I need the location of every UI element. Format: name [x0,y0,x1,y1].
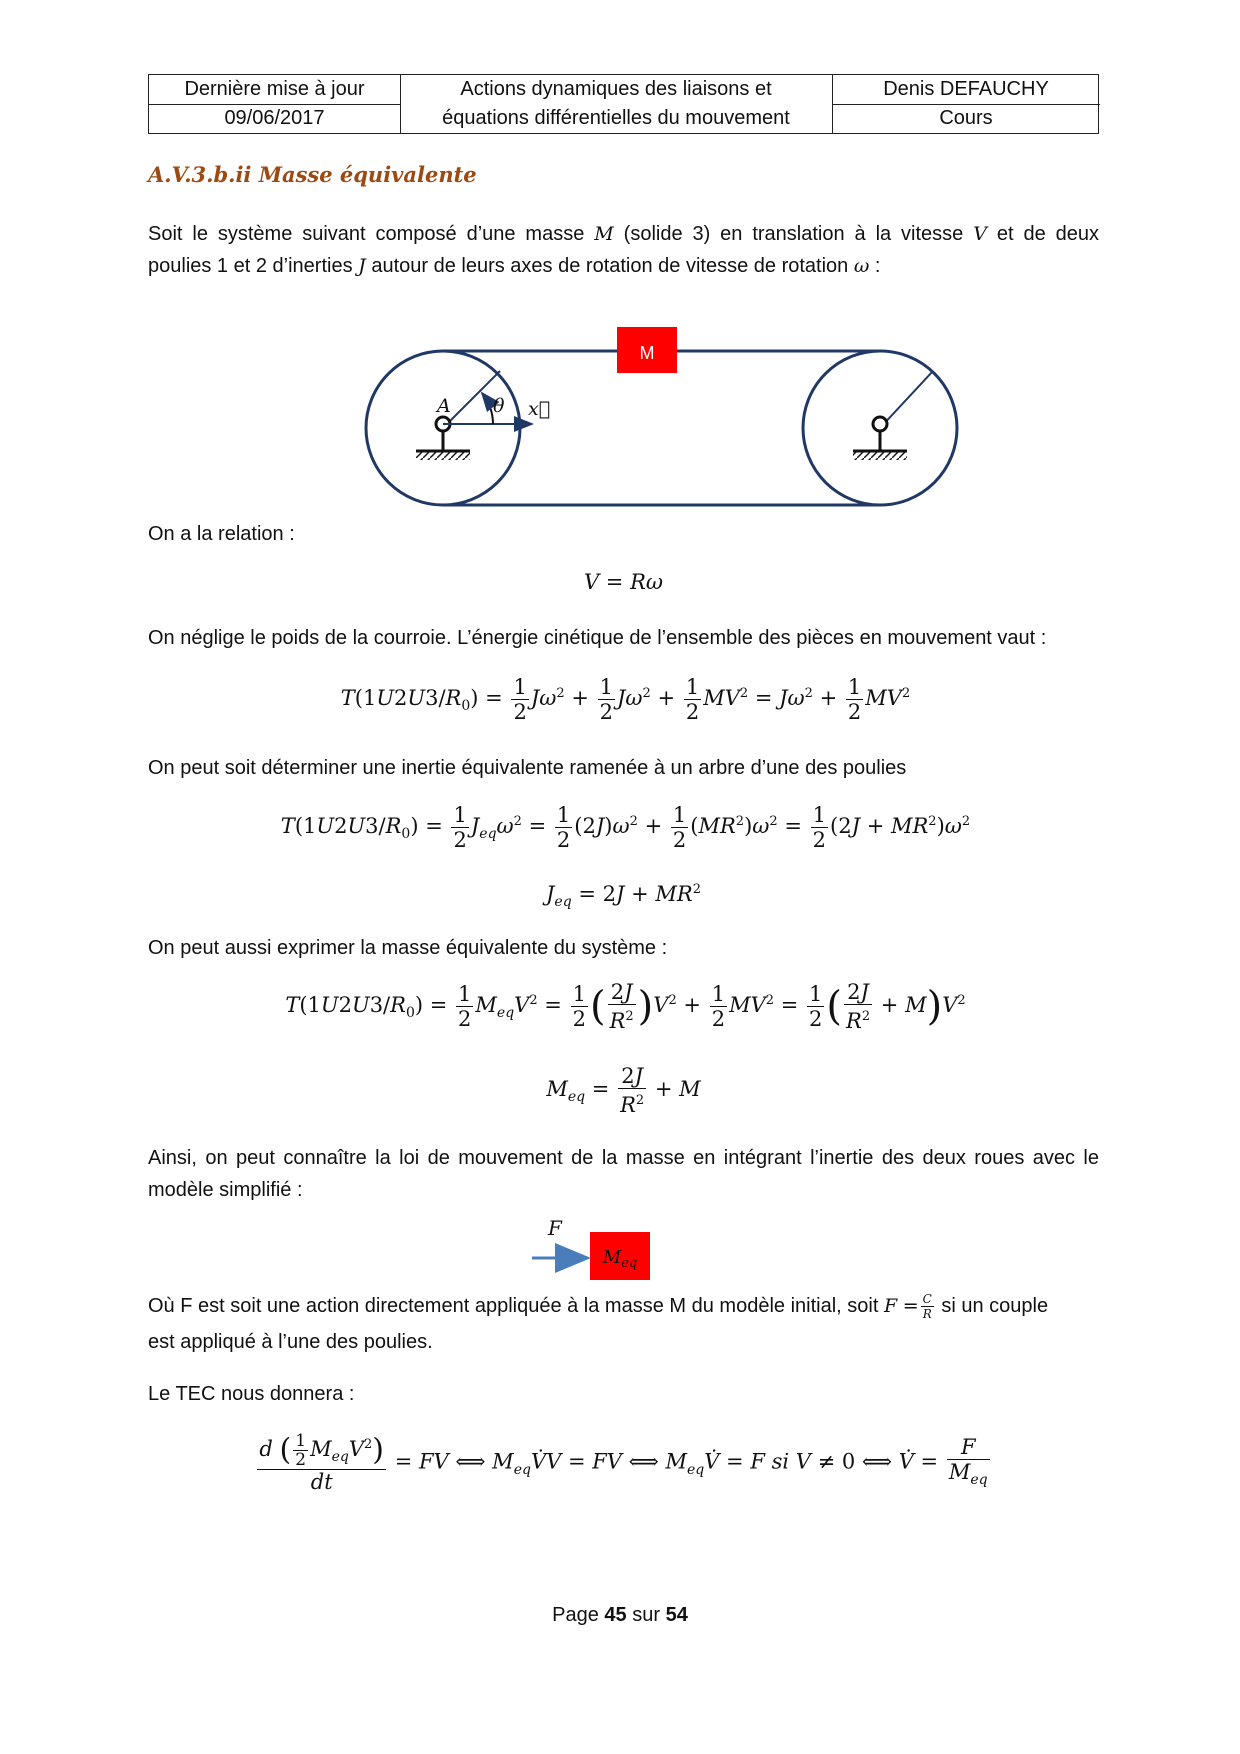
x-axis-label: x⃗ [528,398,551,420]
header-date: 09/06/2017 [224,107,325,129]
paragraph-masse: On peut aussi exprimer la masse équivalente du système : [148,937,668,959]
belt-pulley-diagram [360,318,960,513]
equation-v-r-omega: V = Rω [583,570,664,594]
equation-inertia-equivalent: $T(1U2U3/R_0)$ = $\frac{1}{2}$ $J_{eq}\omega^2$ = $\frac{1}{2}$ $(2J)\omega^2$ + $\frac{1}{2}$ $(MR^2)\omega^2$ = $\frac{1}{2}$ $(2J + MR^2)\omega^2$ [280,803,971,852]
paragraph-ainsi-line1: Ainsi, on peut connaître la loi de mouvement de la masse en intégrant l’inertie des deux roues avec le [148,1147,1099,1169]
paragraph-intro-line2: poulies 1 et 2 d’inerties J autour de leurs axes de rotation de vitesse de rotation ω : [148,255,881,277]
section-title: A.V.3.b.ii Masse équivalente [148,162,477,187]
paragraph-relation: On a la relation : [148,523,295,545]
right-support [853,417,907,460]
paragraph-ou-line1: Où F est soit une action directement appliquée à la masse M du modèle initial, soit F = $\frac{C}{R}$ si un couple [148,1292,1049,1322]
mass-block [617,327,677,373]
header-title-line1: Actions dynamiques des liaisons et [460,78,772,100]
mass-block-label: M [639,343,655,363]
equation-kinetic-energy: $T(1U2U3/R_0)$ = $\frac{1}{2}$ $J\omega^2$ + $\frac{1}{2}$ $J\omega^2$ + $\frac{1}{2}$ $MV^2 = J\omega^2$ + $\frac{1}{2}$ $MV^2$ [340,675,911,724]
paragraph-neglige: On néglige le poids de la courroie. L’énergie cinétique de l’ensemble des pièces en mouvement vaut : [148,627,1047,649]
paragraph-ou-line2: est appliqué à l’une des poulies. [148,1331,433,1353]
theta-label: θ [493,395,505,417]
force-label: F [548,1216,562,1240]
header-doc-type: Cours [939,107,993,129]
belt [443,351,880,505]
simplified-model-diagram [530,1212,660,1284]
header-author: Denis DEFAUCHY [883,78,1049,100]
page-footer: Page 45 sur 54 [552,1604,688,1626]
equation-m-eq: $M_{eq}$ = $\frac{2J}{R^2}$ + M [546,1064,701,1117]
header-title-line2: équations différentielles du mouvement [442,107,790,129]
equation-mass-equivalent: $T(1U2U3/R_0)$ = $\frac{1}{2}$ $M_{eq}V^2$ = $\frac{1}{2}$ ( $\frac{2J}{R^2}$ )$V^2$ + $\frac{1}{2}$ $MV^2$ = $\frac{1}{2}$ ( $\frac{2J}{R^2}$ + $M)V^2$ [285,980,966,1033]
equation-tec: d ( $\frac{1}{2}$ $M_{eq}V^2$) dt = FV ⟺ $M_{eq}V̇V$ = FV ⟺ $M_{eq}V̇ = F$ si V ≠ 0 ⟺ V̇ = $\frac{F}{M_{eq}}$ [259,1431,988,1495]
header-update-label: Dernière mise à jour [184,78,365,100]
theta-arc [482,393,493,424]
equivalent-mass-label: $M_{eq}$ [602,1247,638,1271]
paragraph-ainsi-line2: modèle simplifié : [148,1179,303,1201]
paragraph-intro-line1: Soit le système suivant composé d’une masse M (solide 3) en translation à la vitesse V et de deux [148,223,1099,245]
paragraph-tec: Le TEC nous donnera : [148,1383,355,1405]
paragraph-inertie: On peut soit déterminer une inertie équivalente ramenée à un arbre d’une des poulies [148,757,907,779]
header-table [148,74,1099,134]
point-a-label: A [437,395,451,417]
equation-j-eq: $J_{eq} = 2J + MR^2$ [546,882,701,911]
